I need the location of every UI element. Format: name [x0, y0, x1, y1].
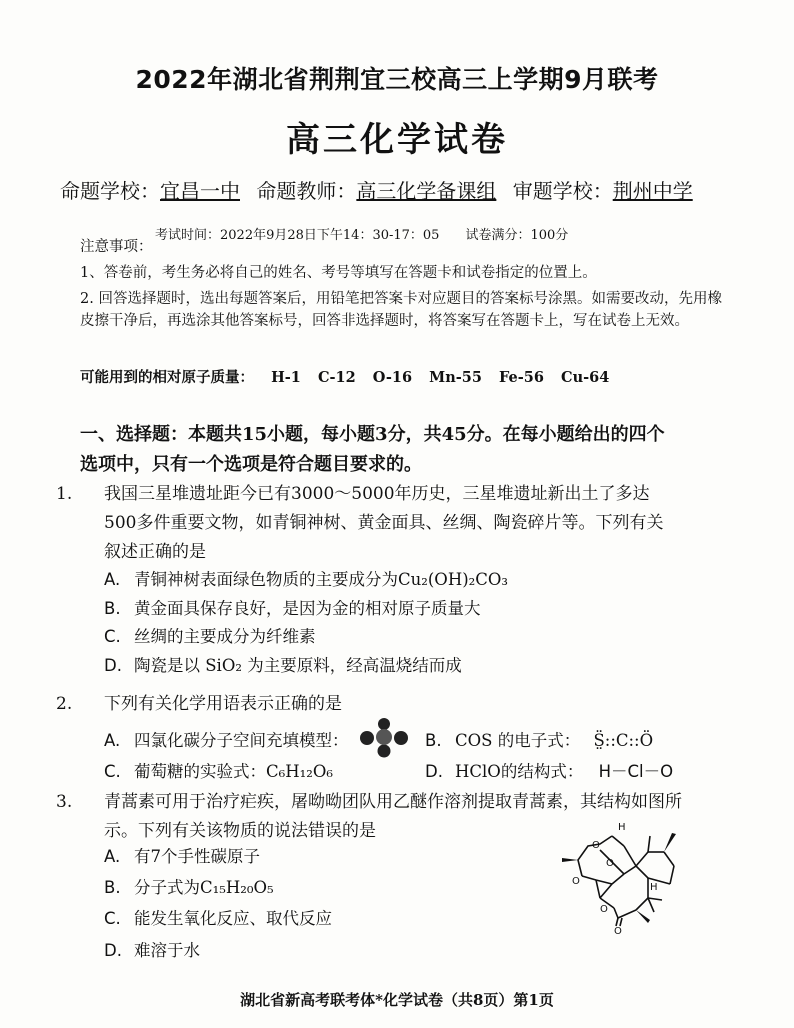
review-school: 荆州中学 [612, 179, 693, 203]
artemisinin-structure [552, 822, 692, 934]
option-c: C. 葡萄糖的实验式：C₆H₁₂O₆ [104, 762, 333, 781]
school-label: 命题学校： [60, 179, 160, 203]
h-label-bottom: H [650, 882, 658, 893]
notes-heading: 注意事项： [80, 239, 153, 255]
o-label: O [606, 858, 614, 869]
page-footer: 湖北省新高考联考体*化学试卷（共8页）第1页 [240, 991, 554, 1009]
option-b: B. 黄金面具保存良好，是因为金的相对原子质量大 [104, 599, 481, 618]
author-line [60, 175, 703, 204]
section-title: 一、选择题：本题共15小题，每小题3分，共45分。在每小题给出的四个选项中，只有一个选项是符合题目要求的。 [80, 424, 665, 475]
question-number: 2. [56, 694, 73, 714]
mass-item: O-16 [372, 369, 413, 386]
option-d: D. 难溶于水 [104, 941, 200, 960]
question-number: 1. [56, 484, 73, 504]
option-d: D. 陶瓷是以 SiO₂ 为主要原料，经高温烧结而成 [104, 656, 462, 675]
mass-item: H-1 [271, 369, 301, 386]
question-stem: 下列有关化学用语表示正确的是 [104, 694, 342, 714]
review-label: 审题学校： [512, 179, 613, 203]
question-stem: 我国三星堆遗址距今已有3000～5000年历史，三星堆遗址新出土了多达500多件重要文物，如青铜神树、黄金面具、丝绸、陶瓷碎片等。下列有关叙述正确的是 [104, 484, 664, 562]
o-label: O [614, 926, 622, 934]
teacher-name: 高三化学备课组 [356, 179, 497, 203]
atomic-masses [80, 366, 609, 387]
option-b: B. COS 的电子式： S̤̈::C::Ö [425, 731, 654, 750]
mass-item: Fe-56 [499, 369, 544, 386]
question-stem: 青蒿素可用于治疗疟疾，屠呦呦团队用乙醚作溶剂提取青蒿素，其结构如图所示。下列有关该物质的说法错误的是 [104, 792, 682, 841]
option-a: A. 有7个手性碳原子 [104, 847, 260, 866]
school-name: 宜昌一中 [160, 179, 240, 203]
mass-item: C-12 [317, 369, 356, 386]
full-score: 试卷满分：100分 [465, 228, 569, 243]
o-label: O [572, 876, 580, 887]
mass-item: Mn-55 [429, 369, 482, 386]
option-a: A. 青铜神树表面绿色物质的主要成分为Cu₂(OH)₂CO₃ [104, 570, 509, 589]
exam-time: 考试时间：2022年9月28日下午14：30-17：05 [155, 228, 440, 243]
note-item-1: 1、答卷前，考生务必将自己的姓名、考号等填写在答题卡和试卷指定的位置上。 [80, 265, 597, 281]
cos-electron-formula: S̤̈::C::Ö [593, 731, 654, 750]
h-label-top: H [618, 822, 626, 833]
question-2 [56, 690, 680, 719]
option-d: D. HClO的结构式： H－Cl－O [425, 762, 674, 781]
o-label: O [592, 840, 600, 851]
question-1 [56, 480, 680, 567]
ccl4-space-filling-model [358, 716, 410, 758]
teacher-label: 命题教师： [256, 179, 357, 203]
hclo-structure-formula: H－Cl－O [598, 762, 674, 781]
option-c: C. 丝绸的主要成分为纤维素 [104, 627, 316, 646]
note-item-2: 2. 回答选择题时，选出每题答案后，用铅笔把答案卡对应题目的答案标号涂黑。如需要改动，先用橡皮擦干净后，再选涂其他答案标号，回答非选择题时，将答案写在答题卡上，写在试卷上无效。 [80, 291, 722, 329]
question-number: 3. [56, 792, 73, 812]
option-b: B. 分子式为C₁₅H₂₀O₅ [104, 878, 274, 897]
option-a: A. 四氯化碳分子空间充填模型： [104, 731, 349, 750]
atomic-masses-label: 可能用到的相对原子质量： [80, 369, 254, 386]
option-c: C. 能发生氧化反应、取代反应 [104, 909, 332, 928]
mass-item: Cu-64 [561, 369, 610, 386]
o-label: O [600, 904, 608, 915]
subject-title: 高三化学试卷 [286, 120, 508, 160]
exam-title: 2022年湖北省荆荆宜三校高三上学期9月联考 [135, 65, 659, 94]
